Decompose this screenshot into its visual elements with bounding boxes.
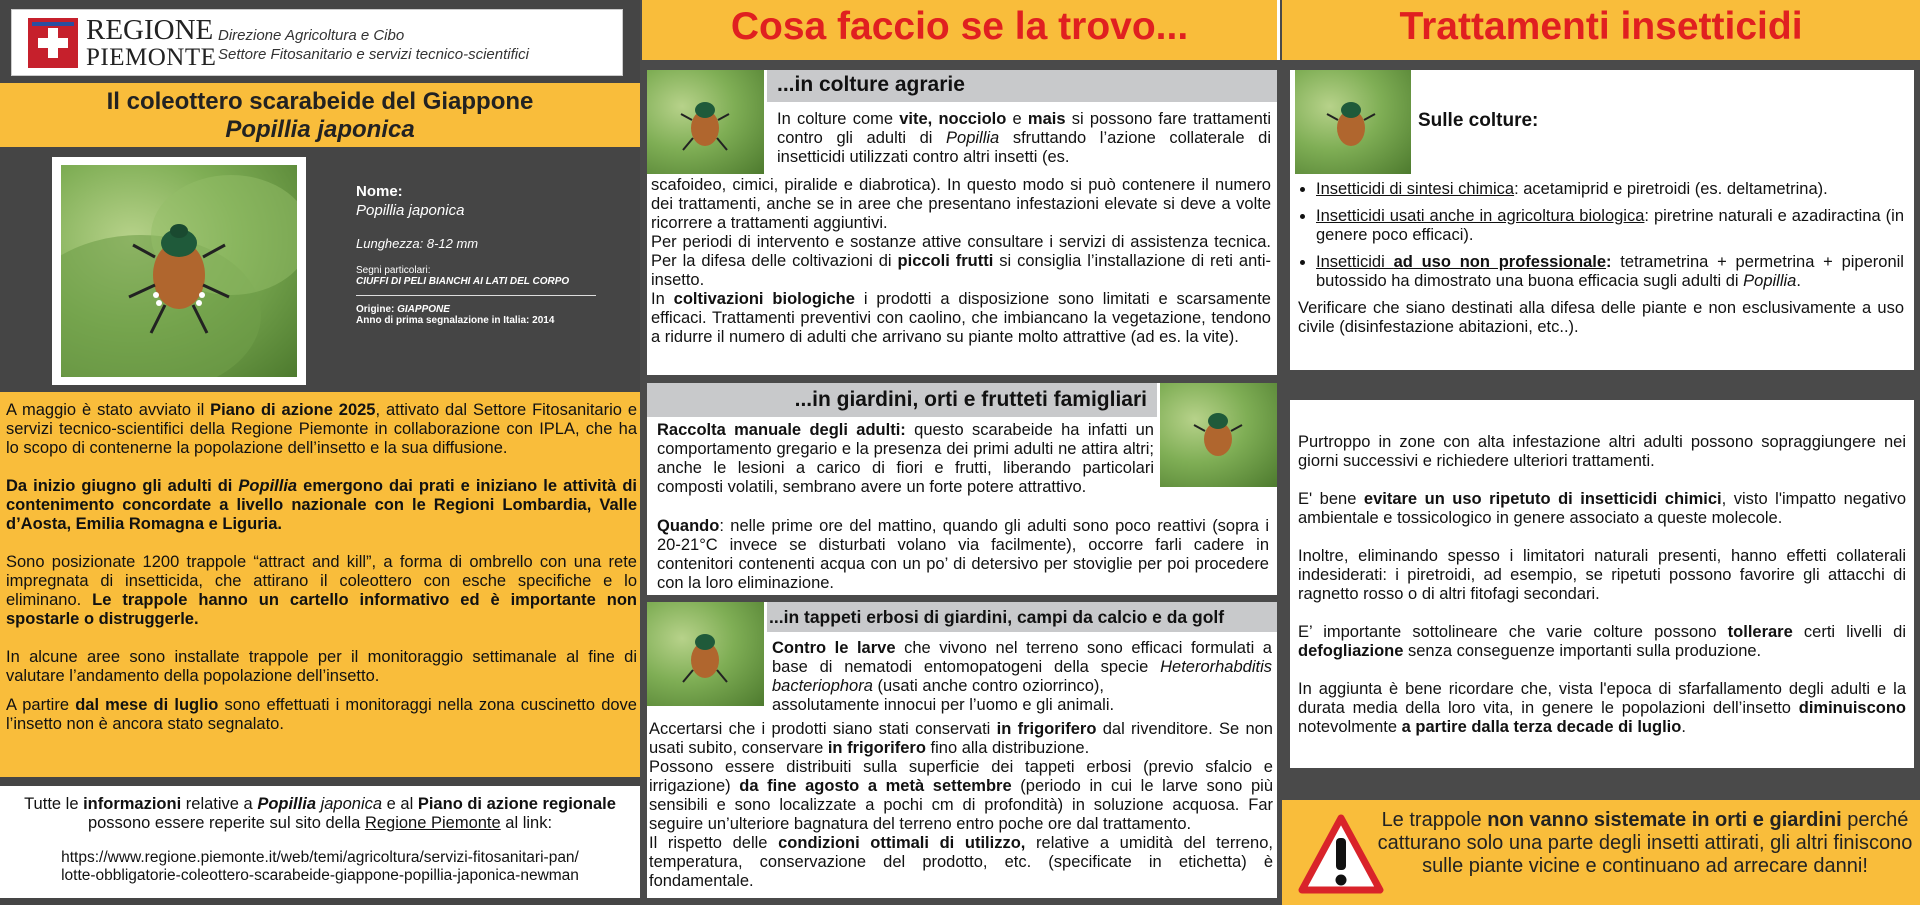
right-heading-band [1282,0,1920,60]
beetle-on-leaf-icon [61,165,297,377]
section-gardens-text-body: Quando: nelle prime ore del mattino, quando gli adulti sono poco reattivi (sopra i 20-21°C invece se disturbati volano via facilmente), occorre farli cadere in contenitori contenenti acqua con un po’ di detersivo per stoviglie per poi procedere con la loro eliminazione. [657,517,1269,592]
section-gardens-text-top: Raccolta manuale degli adulti: questo scarabeide ha infatti un comportamento gregario e la presenza dei primi adulti ne attira altri; anche le lesioni a carico di fiori e frutti, liberando particolari composti volatili, sembrano avere un forte potere attrattivo. [657,421,1154,496]
considerations-box [1290,400,1914,768]
beetle-photo [61,165,297,377]
length-text: Lunghezza: 8-12 mm [356,236,479,251]
middle-heading-band [642,0,1280,60]
crops-treatments-box [1290,70,1914,370]
beetle-icon [1160,383,1277,487]
treatment-non-professional: • Insetticidi ad uso non professionale: tetrametrina + permetrina + piperonil butossido ha dimostrato una buona efficacia sugli adulti di Popillia. [1316,253,1904,291]
section-crops-text-body: scafoideo, cimici, piralide e diabrotica). In questo modo si può contenere il numero dei trattamenti, anche se in aree che presentano infestazioni elevate si deve a volte ricorrere a trattamenti aggiuntivi. Per periodi di intervento e sostanze attive consultare i servizi di assistenza tecnica. Per la difesa delle coltivazioni di piccoli frutti si consiglia l’installazione di reti anti-insetto. In coltivazioni biologiche i prodotti a disposizione sono limitati e scarsamente efficaci. Trattamenti preventivi con caolino, che imbiancano la vegetazione, tendono a ridurre il numero di adulti che arrivano su piante molto attrattive (ad es. la vite). [651,176,1271,346]
page-title: Il coleottero scarabeide del Giappone [106,88,534,115]
section-crops-title: ...in colture agrarie [777,73,965,96]
section-lawns-text-body: Accertarsi che i prodotti siano stati conservati in frigorifero dal rivenditore. Se non usati subito, conservare in frigorifero fino alla distribuzione. Possono essere distribuiti sulla superficie dei tappeti erbosi (previo sfalcio e irrigazione) da fine agosto a metà settembre (periodo in cui le larve sono più sensibili e sono localizzate a pochi cm di profondità) in soluzione acquosa. Far seguire un’ulteriore bagnatura del terreno entro poche ore dal trattamento. Il rispetto delle condizioni ottimali di utilizzo, relative a umidità del terreno, temperatura, conservazione del prodotto, etc. (specificate in etichetta) è fondamentale. [649,720,1273,890]
first-report: Anno di prima segnalazione in Italia: 2014 [356,315,555,326]
intro-paragraph-2: Da inizio giugno gli adulti di Popillia emergono dai prati e iniziano le attività di contenimento concordate a livello nazionale con le Regioni Lombardia, Valle d’Aosta, Emilia Romagna e Liguria. [6,477,637,533]
treatments-list [1298,180,1904,337]
warning-text: Le trappole non vanno sistemate in orti e giardini perché catturano solo una parte degli insetti attirati, gli altri finiscono sulle piante vicine e continuano ad arrecare danni! [1377,809,1913,877]
beetle-icon [1295,70,1411,174]
signs-label: Segni particolari: [356,265,431,276]
warning-icon [1298,814,1384,894]
cross-emblem-icon [28,18,78,68]
section-crops-titlebar [767,70,1277,102]
beetle-photo-frame [52,157,306,385]
origin-label: Origine: [356,304,398,315]
logo-text-line2: PIEMONTE [86,44,217,71]
species-title: Popillia japonica [225,116,415,143]
section-gardens-titlebar [647,383,1157,417]
beetle-icon [647,70,764,174]
origin-line [356,304,596,315]
section-lawns-title: ...in tappeti erbosi di giardini, campi da calcio e da golf [769,607,1225,627]
middle-column [642,0,1280,905]
consideration-5: In aggiunta è bene ricordare che, vista l'epoca di sfarfallamento degli adulti e la durata media della loro vita, in genere le popolazioni dell’insetto diminuiscono notevolmente a partire dalla terza decade di luglio. [1298,680,1906,736]
section-lawns [647,602,1277,898]
treatment-organic: • Insetticidi usati anche in agricoltura biologica: piretrine naturali e azadiractina (in genere poco efficaci). [1316,207,1904,245]
crops-subtitle: Sulle colture: [1418,110,1539,131]
section-lawns-titlebar [767,602,1277,632]
info-text: Tutte le informazioni relative a Popillia japonica e al Piano di azione regionale possono essere reperite sul sito della Regione Piemonte al link: [24,795,616,832]
treatments-beetle-photo [1295,70,1411,174]
department-line1: Direzione Agricoltura e Cibo [218,27,405,44]
section-crops-text-top: In colture come vite, nocciolo e mais si possono fare trattamenti contro gli adulti di Popillia sfruttando l’azione collaterale di insetticidi utilizzati contro altri insetti (es. [777,110,1272,166]
right-column [1282,0,1920,905]
gardens-beetle-photo [1160,383,1277,487]
treatment-synthetic: • Insetticidi di sintesi chimica: acetamiprid e piretroidi (es. deltametrina). [1316,180,1904,199]
warning-box [1282,800,1920,905]
name-value: Popillia japonica [356,202,465,219]
department-line2: Settore Fitosanitario e servizi tecnico-scientifici [218,46,529,63]
section-gardens [647,383,1277,595]
name-label: Nome: [356,183,403,200]
intro-paragraph-4: In alcune aree sono installate trappole per il monitoraggio settimanale al fine di valutare l’andamento della popolazione dell’insetto. [6,648,637,685]
section-crops [647,70,1277,375]
verify-note: Verificare che siano destinati alla difesa delle piante e non esclusivamente a uso civile (disinfestazione abitazioni, etc..). [1298,299,1904,336]
info-box [0,786,640,898]
section-lawns-text-top: Contro le larve che vivono nel terreno sono efficaci formulati a base di nematodi entomopatogeni della specie Heterorhabditis bacteriophora (usati anche contro oziorrinco), assolutamente innocui per l’uomo e gli animali. [772,639,1272,714]
intro-panel [0,392,640,777]
crops-beetle-photo [647,70,764,174]
consideration-2: E' bene evitare un uso ripetuto di insetticidi chimici, visto l'impatto negativo ambientale e tossicologico in genere associato a queste molecole. [1298,490,1907,527]
warning-triangle-icon [1298,814,1384,894]
regione-logo [28,18,78,68]
right-heading: Trattamenti insetticidi [1399,5,1803,48]
logo-text-line1: REGIONE [86,14,214,46]
consideration-4: E’ importante sottolineare che varie colture possono tollerare certi livelli di defogliazione senza conseguenze importanti sulla produzione. [1298,623,1906,660]
signs-value: CIUFFI DI PELI BIANCHI AI LATI DEL CORPO [356,276,596,296]
consideration-1: Purtroppo in zone con alta infestazione altri adulti possono sopraggiungere nei giorni successivi e richiedere ulteriori trattamenti. [1298,433,1906,470]
origin-value: GIAPPONE [397,304,450,315]
section-gardens-title: ...in giardini, orti e frutteti famigliari [794,388,1147,411]
left-column [0,0,640,905]
consideration-3: Inoltre, eliminando spesso i limitatori naturali presenti, hanno effetti collaterali indesiderati: i piretroidi, ad esempio, se ripetuti possono favorire gli attacchi di ragnetto rosso o di altri fitofagi secondari. [1298,547,1906,603]
title-band [0,83,640,147]
info-url[interactable]: https://www.regione.piemonte.it/web/temi/agricoltura/servizi-fitosanitari-pan/ lotte-obbligatorie-coleottero-scarabeide-giappone-popillia-japonica-newman [61,849,579,884]
lawns-beetle-photo [647,602,764,706]
beetle-icon [647,602,764,706]
middle-heading: Cosa faccio se la trovo... [730,5,1189,48]
species-card [356,183,596,326]
intro-paragraph-5: A partire dal mese di luglio sono effettuati i monitoraggi nella zona cuscinetto dove l’insetto non è ancora stato segnalato. [6,696,637,733]
regione-piemonte-link[interactable]: Regione Piemonte [364,814,501,832]
header-logo-box [11,9,623,76]
intro-paragraph-3: Sono posizionate 1200 trappole “attract and kill”, a forma di ombrello con una rete impregnata di insetticida, che attirano il coleottero con esche specifiche e lo eliminano. Le trappole hanno un cartello informativo ed è importante non spostarle o distruggerle. [6,553,638,628]
intro-paragraph-1: A maggio è stato avviato il Piano di azione 2025, attivato dal Settore Fitosanitario e servizi tecnico-scientifici della Regione Piemonte in collaborazione con IPLA, che ha lo scopo di contenerne la popolazione dell’insetto e la sua diffusione. [6,401,638,457]
